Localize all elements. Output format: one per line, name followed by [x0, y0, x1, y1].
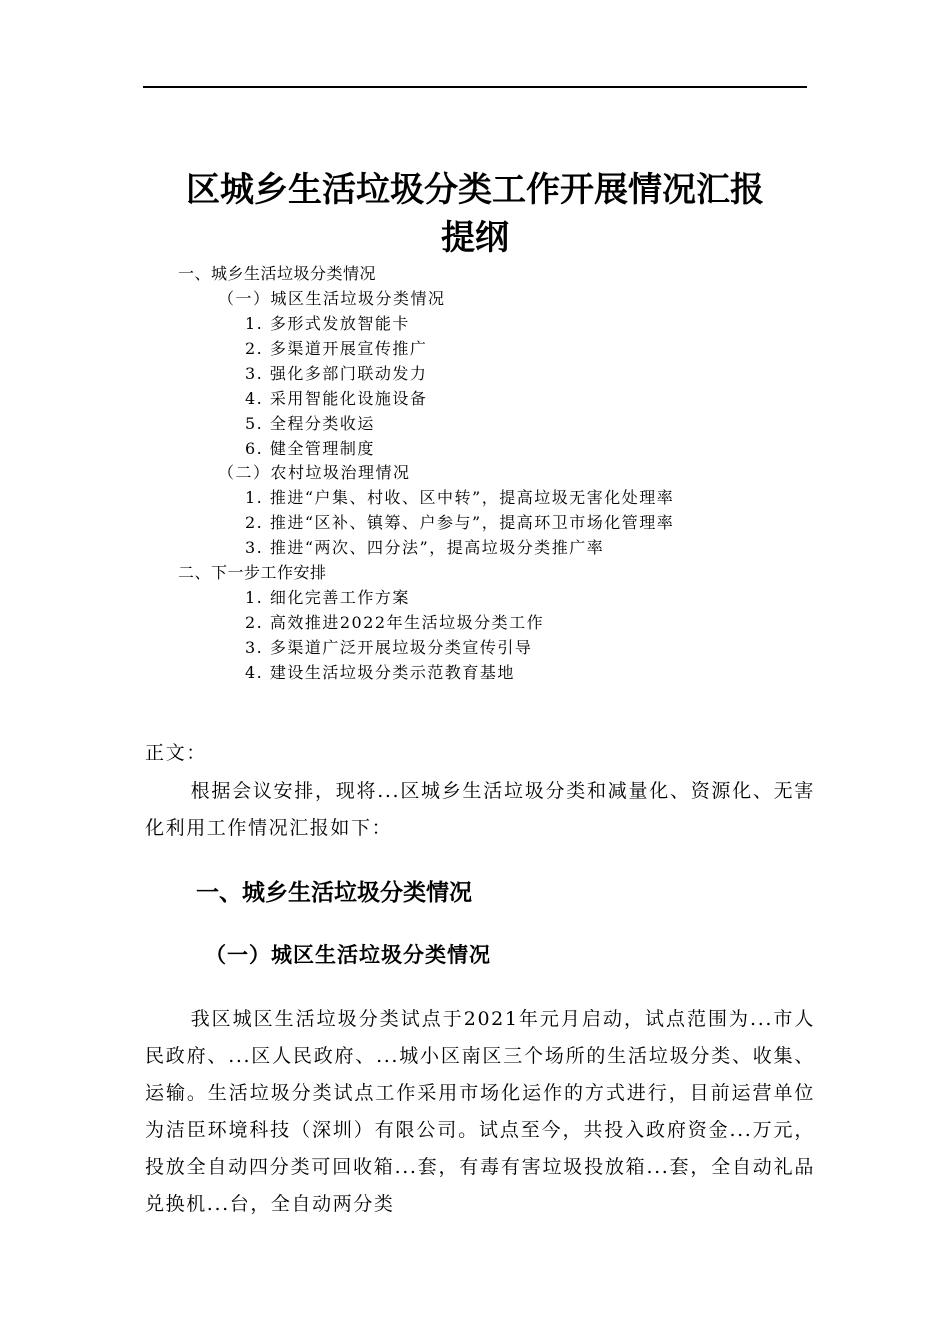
outline-item: 3. 多渠道广泛开展垃圾分类宣传引导	[245, 638, 533, 657]
outline-item: 一、城乡生活垃圾分类情况	[178, 264, 377, 283]
document-title: 区城乡生活垃圾分类工作开展情况汇报	[186, 170, 764, 210]
outline-item: 4. 采用智能化设施设备	[245, 389, 428, 408]
outline-item: 3. 推进“两次、四分法”，提高垃圾分类推广率	[245, 538, 605, 557]
outline-item: 1. 多形式发放智能卡	[245, 314, 410, 333]
outline-item: 5. 全程分类收运	[245, 414, 375, 433]
header-rule	[143, 86, 807, 88]
outline-item: 1. 细化完善工作方案	[245, 588, 410, 607]
intro-paragraph: 根据会议安排，现将...区城乡生活垃圾分类和减量化、资源化、无害化利用工作情况汇报如下：	[145, 780, 815, 839]
document-title-subtitle: 提纲	[441, 218, 509, 258]
section-heading: 一、城乡生活垃圾分类情况	[196, 880, 472, 906]
outline-item: 1. 推进“户集、村收、区中转”，提高垃圾无害化处理率	[245, 488, 675, 507]
body-label: 正文：	[145, 742, 207, 764]
outline-item: 2. 推进“区补、镇筹、户参与”，提高环卫市场化管理率	[245, 513, 675, 532]
outline-item: 6. 健全管理制度	[245, 439, 375, 458]
outline-item: 2. 高效推进2022年生活垃圾分类工作	[245, 613, 545, 632]
outline-item: 2. 多渠道开展宣传推广	[245, 339, 428, 358]
body-paragraph: 我区城区生活垃圾分类试点于2021年元月启动，试点范围为...市人民政府、...区人民政府、...城小区南区三个场所的生活垃圾分类、收集、运输。生活垃圾分类试点工作采用市场化运作的方式进行，目前运营单位为洁臣环境科技（深圳）有限公司。试点至今，共投入政府资金...万元，投放全自动四分类可回收箱...套，有毒有害垃圾投放箱...套，全自动礼品兑换机...台，全自动两分类	[145, 1008, 815, 1215]
outline-item: （二）农村垃圾治理情况	[218, 463, 411, 482]
outline-item: 4. 建设生活垃圾分类示范教育基地	[245, 663, 515, 682]
subsection-heading: （一）城区生活垃圾分类情况	[205, 942, 491, 967]
outline-item: 3. 强化多部门联动发力	[245, 364, 428, 383]
outline-item: 二、下一步工作安排	[178, 563, 327, 582]
outline-item: （一）城区生活垃圾分类情况	[218, 289, 446, 308]
